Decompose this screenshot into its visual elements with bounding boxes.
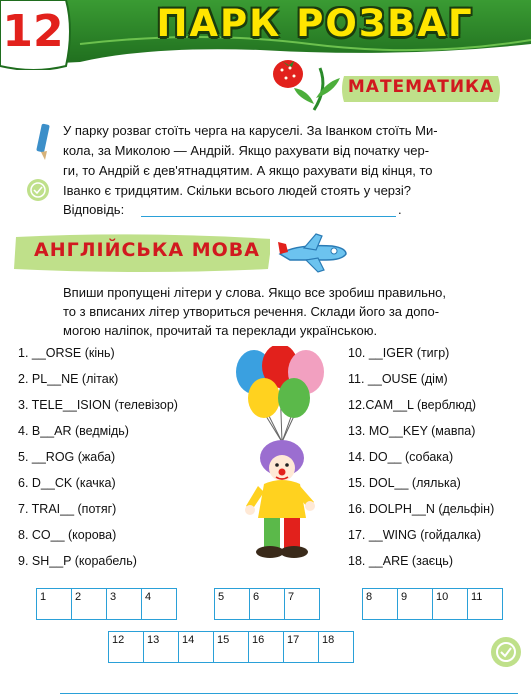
english-line: Впиши пропущені літери у слова. Якщо все зробиш правильно, [63,285,446,300]
answer-cell[interactable]: 10 [432,588,468,620]
math-line: кола, за Миколою — Андрій. Якщо рахувати від початку чер- [63,143,430,158]
clown-balloons-illustration [222,346,337,561]
answer-grid-group [214,588,320,620]
answer-cell[interactable]: 13 [143,631,179,663]
word-item: 8. CO__ (корова) [18,528,117,542]
airplane-icon [276,232,348,274]
math-line: У парку розваг стоїть черга на каруселі. За Іванком стоїть Ми- [63,123,438,138]
math-section-title: МАТЕМАТИКА [347,77,495,97]
page-number: 12 [2,6,64,57]
answer-label: Відповідь: [63,202,125,217]
word-item: 4. B__AR (ведмідь) [18,424,129,438]
word-item: 18. __ARE (заєць) [348,554,453,568]
answer-cell[interactable]: 6 [249,588,285,620]
answer-input-line[interactable] [141,216,396,217]
word-item: 13. MO__KEY (мавпа) [348,424,476,438]
word-item: 12.CAM__L (верблюд) [348,398,477,412]
answer-cell[interactable]: 5 [214,588,250,620]
word-item: 7. TRAI__ (потяг) [18,502,117,516]
answer-end-period: . [398,202,402,217]
pencil-icon [34,122,52,162]
word-item: 16. DOLPH__N (дельфін) [348,502,495,516]
answer-cell[interactable]: 2 [71,588,107,620]
answer-cell[interactable]: 12 [108,631,144,663]
word-item: 14. DO__ (собака) [348,450,454,464]
answer-grid-group [108,631,354,663]
answer-grid-group [36,588,177,620]
answer-cell[interactable]: 4 [141,588,177,620]
answer-cell[interactable]: 14 [178,631,214,663]
word-item: 2. PL__NE (літак) [18,372,119,386]
sentence-answer-line[interactable] [60,693,518,694]
word-item: 5. __ROG (жаба) [18,450,116,464]
word-item: 15. DOL__ (лялька) [348,476,461,490]
answer-badge-icon [490,636,522,668]
word-item: 9. SH__P (корабель) [18,554,137,568]
page-header [0,0,531,70]
answer-cell[interactable]: 1 [36,588,72,620]
answer-cell[interactable]: 3 [106,588,142,620]
answer-badge-icon [26,178,50,202]
word-item: 6. D__CK (качка) [18,476,116,490]
english-line: могою наліпок, прочитай та переклади українською. [63,323,378,338]
answer-cell[interactable]: 16 [248,631,284,663]
answer-cell[interactable]: 8 [362,588,398,620]
answer-cell[interactable]: 17 [283,631,319,663]
answer-cell[interactable]: 18 [318,631,354,663]
english-instructions [63,283,515,340]
word-item: 1. __ORSE (кінь) [18,346,115,360]
word-item: 11. __OUSE (дім) [348,372,448,386]
answer-cell[interactable]: 7 [284,588,320,620]
page-title: ПАРК РОЗВАГ [156,2,474,45]
word-item: 17. __WING (гойдалка) [348,528,482,542]
math-line: ги, то Андрій є дев'ятнадцятим. А якщо рахувати від кінця, то [63,163,433,178]
english-section-title: АНГЛІЙСЬКА МОВА [34,239,260,261]
math-line: Іванко є тридцятим. Скільки всього людей стоять у черзі? [63,183,411,198]
english-section-banner [10,233,270,273]
word-item: 3. TELE__ISION (телевізор) [18,398,178,412]
math-section-banner [340,74,502,104]
answer-grid-group [362,588,503,620]
english-line: то з вписаних літер утвориться речення. Склади його за допо- [63,304,440,319]
word-item: 10. __IGER (тигр) [348,346,450,360]
strawberry-flower-icon [268,58,342,112]
answer-cell[interactable]: 15 [213,631,249,663]
answer-cell[interactable]: 11 [467,588,503,620]
math-problem-text [63,121,515,201]
answer-cell[interactable]: 9 [397,588,433,620]
